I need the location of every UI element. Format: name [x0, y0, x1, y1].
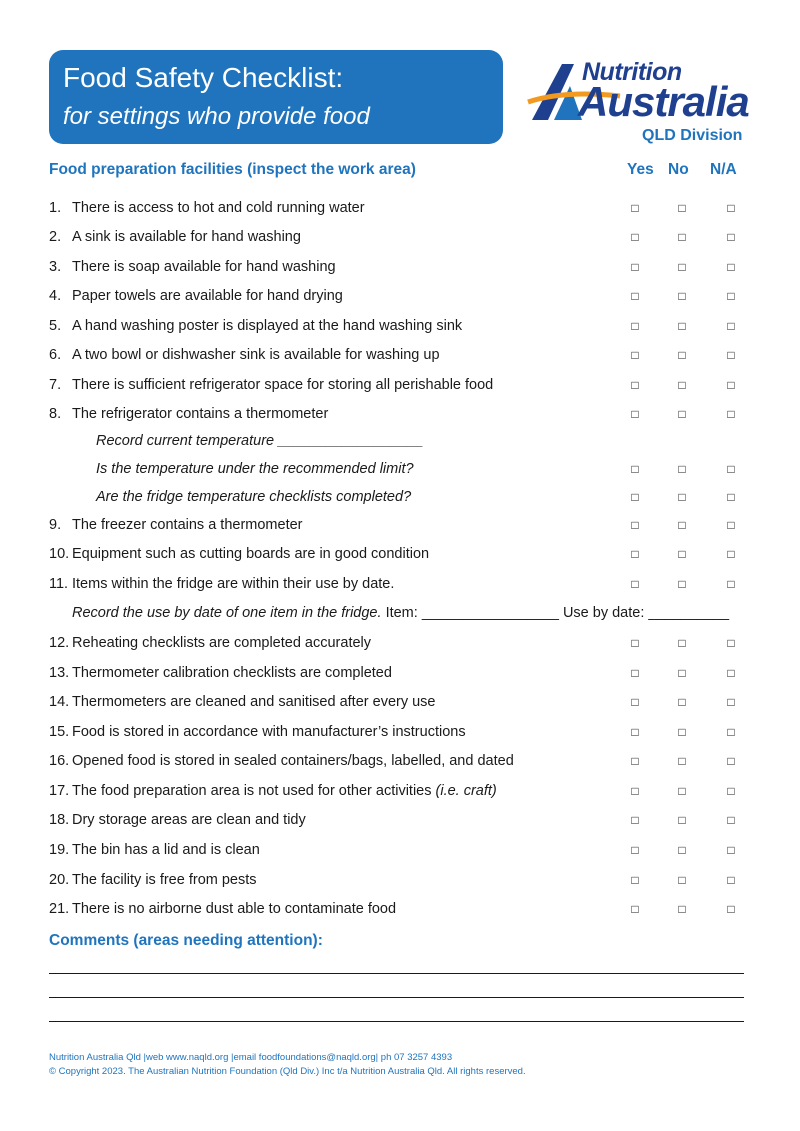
checkbox-na[interactable]: □ [727, 695, 735, 709]
item-number: 8. [49, 406, 62, 422]
use-by-prompt-text: Record the use by date of one item in the fridge. [72, 605, 382, 621]
item-text-main: A sink is available for hand washing [72, 229, 301, 245]
checkbox-na[interactable]: □ [727, 577, 735, 591]
checkbox-yes[interactable]: □ [631, 260, 639, 274]
item-text-main: There is no airborne dust able to contaminate food [72, 901, 397, 917]
checkbox-na[interactable]: □ [727, 754, 735, 768]
item-text [72, 576, 394, 592]
item-text-main: The bin has a lid and is clean [72, 842, 260, 858]
checkbox-yes[interactable]: □ [631, 873, 639, 887]
checkbox-na[interactable]: □ [727, 348, 735, 362]
item-text [72, 724, 466, 740]
checkbox-no[interactable]: □ [678, 378, 686, 392]
checkbox-no[interactable]: □ [678, 201, 686, 215]
column-header-na: N/A [710, 161, 737, 178]
item-text [72, 812, 306, 828]
checkbox-yes[interactable]: □ [631, 636, 639, 650]
checkbox-na[interactable]: □ [727, 462, 735, 476]
checkbox-yes[interactable]: □ [631, 813, 639, 827]
checkbox-yes[interactable]: □ [631, 725, 639, 739]
checkbox-na[interactable]: □ [727, 902, 735, 916]
item-number: 15. [49, 724, 70, 740]
item-number: 21. [49, 901, 70, 917]
checkbox-no[interactable]: □ [678, 547, 686, 561]
item-number: 19. [49, 842, 70, 858]
item-text [72, 517, 303, 533]
checklist-row [0, 694, 800, 718]
item-text [72, 347, 440, 363]
use-by-item-field[interactable]: Item: _________________ [385, 605, 559, 621]
checkbox-yes[interactable]: □ [631, 902, 639, 916]
checkbox-yes[interactable]: □ [631, 378, 639, 392]
item-text-main: There is access to hot and cold running water [72, 200, 365, 216]
item-text-main: A hand washing poster is displayed at the hand washing sink [72, 318, 463, 334]
checklist-row [0, 901, 800, 925]
checkbox-no[interactable]: □ [678, 289, 686, 303]
title-banner [49, 50, 503, 144]
checkbox-na[interactable]: □ [727, 873, 735, 887]
checkbox-yes[interactable]: □ [631, 695, 639, 709]
item-text-main: Dry storage areas are clean and tidy [72, 812, 306, 828]
logo-text-division: QLD Division [642, 127, 743, 144]
checkbox-na[interactable]: □ [727, 378, 735, 392]
item-text [72, 872, 257, 888]
item-text [96, 433, 423, 449]
logo-text-nutrition: Nutrition [582, 58, 682, 86]
item-number: 14. [49, 694, 70, 710]
checkbox-na[interactable]: □ [727, 547, 735, 561]
checkbox-yes[interactable]: □ [631, 754, 639, 768]
checkbox-no[interactable]: □ [678, 577, 686, 591]
use-by-date-field[interactable]: Use by date: __________ [562, 605, 730, 621]
checkbox-na[interactable]: □ [727, 666, 735, 680]
item-text-main: Opened food is stored in sealed containers/bags, labelled, and dated [72, 753, 514, 769]
footer-contact: Nutrition Australia Qld |web www.naqld.org |email foodfoundations@naqld.org| ph 07 3257 4393 [49, 1052, 453, 1063]
checklist-row [0, 872, 800, 896]
checklist-row [0, 433, 800, 457]
comment-line[interactable] [49, 997, 744, 998]
checklist-row [0, 783, 800, 807]
item-text [72, 377, 493, 393]
item-text-main: Food is stored in accordance with manufacturer’s instructions [72, 724, 466, 740]
checkbox-yes[interactable]: □ [631, 289, 639, 303]
page-title: Food Safety Checklist: [63, 62, 344, 93]
checkbox-no[interactable]: □ [678, 813, 686, 827]
item-number: 13. [49, 665, 70, 681]
item-text-main: The freezer contains a thermometer [72, 517, 303, 533]
item-number: 11. [49, 576, 69, 592]
checkbox-na[interactable]: □ [727, 813, 735, 827]
checklist-row [0, 546, 800, 570]
checkbox-no[interactable]: □ [678, 407, 686, 421]
item-number: 16. [49, 753, 70, 769]
checkbox-no[interactable]: □ [678, 518, 686, 532]
item-text [72, 694, 436, 710]
logo-text-australia: Australia [578, 78, 749, 125]
checkbox-na[interactable]: □ [727, 319, 735, 333]
footer-copyright: © Copyright 2023. The Australian Nutrition Foundation (Qld Div.) Inc t/a Nutrition Australia Qld. All rights reserved. [49, 1066, 526, 1077]
checkbox-yes[interactable]: □ [631, 201, 639, 215]
column-header-no: No [668, 161, 689, 178]
comments-heading: Comments (areas needing attention): [49, 932, 323, 949]
item-text [96, 489, 411, 505]
checklist-row [0, 288, 800, 312]
checklist-row [0, 377, 800, 401]
checklist-row [0, 665, 800, 689]
item-text [72, 783, 497, 799]
item-text-main: The food preparation area is not used for other activities [72, 783, 432, 799]
nutrition-australia-logo [524, 56, 749, 146]
item-number: 18. [49, 812, 70, 828]
item-text-main: A two bowl or dishwasher sink is available for washing up [72, 347, 440, 363]
item-number: 7. [49, 377, 62, 393]
item-text [72, 259, 336, 275]
item-text [72, 901, 396, 917]
item-text-main: Paper towels are available for hand drying [72, 288, 343, 304]
checkbox-na[interactable]: □ [727, 260, 735, 274]
item-text [72, 200, 365, 216]
item-number: 6. [49, 347, 62, 363]
item-text-main: The refrigerator contains a thermometer [72, 406, 329, 422]
item-number: 1. [49, 200, 62, 216]
item-text-main: Thermometer calibration checklists are completed [72, 665, 392, 681]
checklist-row [0, 489, 800, 513]
item-text-main: Items within the fridge are within their use by date. [72, 576, 395, 592]
item-text-main: The facility is free from pests [72, 872, 257, 888]
checkbox-no[interactable]: □ [678, 784, 686, 798]
checkbox-no[interactable]: □ [678, 348, 686, 362]
checklist-row [0, 259, 800, 283]
use-by-date-prompt [72, 605, 729, 621]
checkbox-yes[interactable]: □ [631, 547, 639, 561]
checkbox-no[interactable]: □ [678, 754, 686, 768]
checkbox-na[interactable]: □ [727, 201, 735, 215]
checklist-row [0, 576, 800, 600]
checkbox-yes[interactable]: □ [631, 784, 639, 798]
comment-line[interactable] [49, 973, 744, 974]
checklist-row [0, 635, 800, 659]
checkbox-na[interactable]: □ [727, 407, 735, 421]
item-number: 2. [49, 229, 62, 245]
item-text [72, 318, 462, 334]
checkbox-yes[interactable]: □ [631, 843, 639, 857]
comment-line[interactable] [49, 1021, 744, 1022]
checkbox-no[interactable]: □ [678, 490, 686, 504]
checkbox-na[interactable]: □ [727, 518, 735, 532]
item-number: 9. [49, 517, 62, 533]
item-number: 12. [49, 635, 70, 651]
section-heading: Food preparation facilities (inspect the work area) [49, 161, 416, 178]
item-text-main: Thermometers are cleaned and sanitised after every use [72, 694, 436, 710]
checkbox-no[interactable]: □ [678, 902, 686, 916]
page-subtitle: for settings who provide food [63, 103, 370, 130]
item-number: 3. [49, 259, 62, 275]
checkbox-no[interactable]: □ [678, 873, 686, 887]
checkbox-na[interactable]: □ [727, 230, 735, 244]
item-number: 17. [49, 783, 70, 799]
item-text [72, 635, 371, 651]
checkbox-yes[interactable]: □ [631, 462, 639, 476]
item-text [72, 229, 301, 245]
checklist-row [0, 461, 800, 485]
item-text [72, 665, 392, 681]
checkbox-yes[interactable]: □ [631, 518, 639, 532]
item-text-main: There is sufficient refrigerator space for storing all perishable food [72, 377, 494, 393]
checkbox-no[interactable]: □ [678, 636, 686, 650]
item-number: 4. [49, 288, 62, 304]
item-text-main: Record current temperature __________________ [96, 433, 424, 449]
item-text-main: Equipment such as cutting boards are in good condition [72, 546, 430, 562]
item-text [72, 753, 514, 769]
checklist-row [0, 318, 800, 342]
item-number: 5. [49, 318, 62, 334]
item-text-main: There is soap available for hand washing [72, 259, 336, 275]
checkbox-yes[interactable]: □ [631, 577, 639, 591]
checkbox-yes[interactable]: □ [631, 348, 639, 362]
item-number: 20. [49, 872, 70, 888]
checkbox-no[interactable]: □ [678, 319, 686, 333]
checklist-row [0, 812, 800, 836]
item-text [72, 842, 260, 858]
checklist-row [0, 517, 800, 541]
item-number: 10. [49, 546, 70, 562]
item-text-main: Is the temperature under the recommended limit? [96, 461, 414, 477]
checklist-row [0, 229, 800, 253]
checkbox-yes[interactable]: □ [631, 666, 639, 680]
checkbox-na[interactable]: □ [727, 289, 735, 303]
checkbox-no[interactable]: □ [678, 695, 686, 709]
checkbox-na[interactable]: □ [727, 490, 735, 504]
checkbox-na[interactable]: □ [727, 784, 735, 798]
item-text [72, 288, 343, 304]
checkbox-no[interactable]: □ [678, 666, 686, 680]
checkbox-yes[interactable]: □ [631, 230, 639, 244]
checkbox-yes[interactable]: □ [631, 490, 639, 504]
checklist-row [0, 724, 800, 748]
item-text-note: (i.e. craft) [435, 783, 497, 799]
checkbox-na[interactable]: □ [727, 725, 735, 739]
checkbox-yes[interactable]: □ [631, 319, 639, 333]
checkbox-no[interactable]: □ [678, 843, 686, 857]
checklist-row [0, 753, 800, 777]
column-header-yes: Yes [627, 161, 654, 178]
item-text [96, 461, 414, 477]
item-text-main: Are the fridge temperature checklists completed? [96, 489, 412, 505]
checkbox-no[interactable]: □ [678, 230, 686, 244]
checklist-row [0, 200, 800, 224]
checkbox-yes[interactable]: □ [631, 407, 639, 421]
checkbox-na[interactable]: □ [727, 843, 735, 857]
checkbox-no[interactable]: □ [678, 725, 686, 739]
checklist-row [0, 406, 800, 430]
item-text-main: Reheating checklists are completed accurately [72, 635, 372, 651]
checklist-row [0, 347, 800, 371]
checkbox-na[interactable]: □ [727, 636, 735, 650]
item-text [72, 546, 429, 562]
checkbox-no[interactable]: □ [678, 260, 686, 274]
item-text [72, 406, 328, 422]
checkbox-no[interactable]: □ [678, 462, 686, 476]
checklist-row [0, 842, 800, 866]
